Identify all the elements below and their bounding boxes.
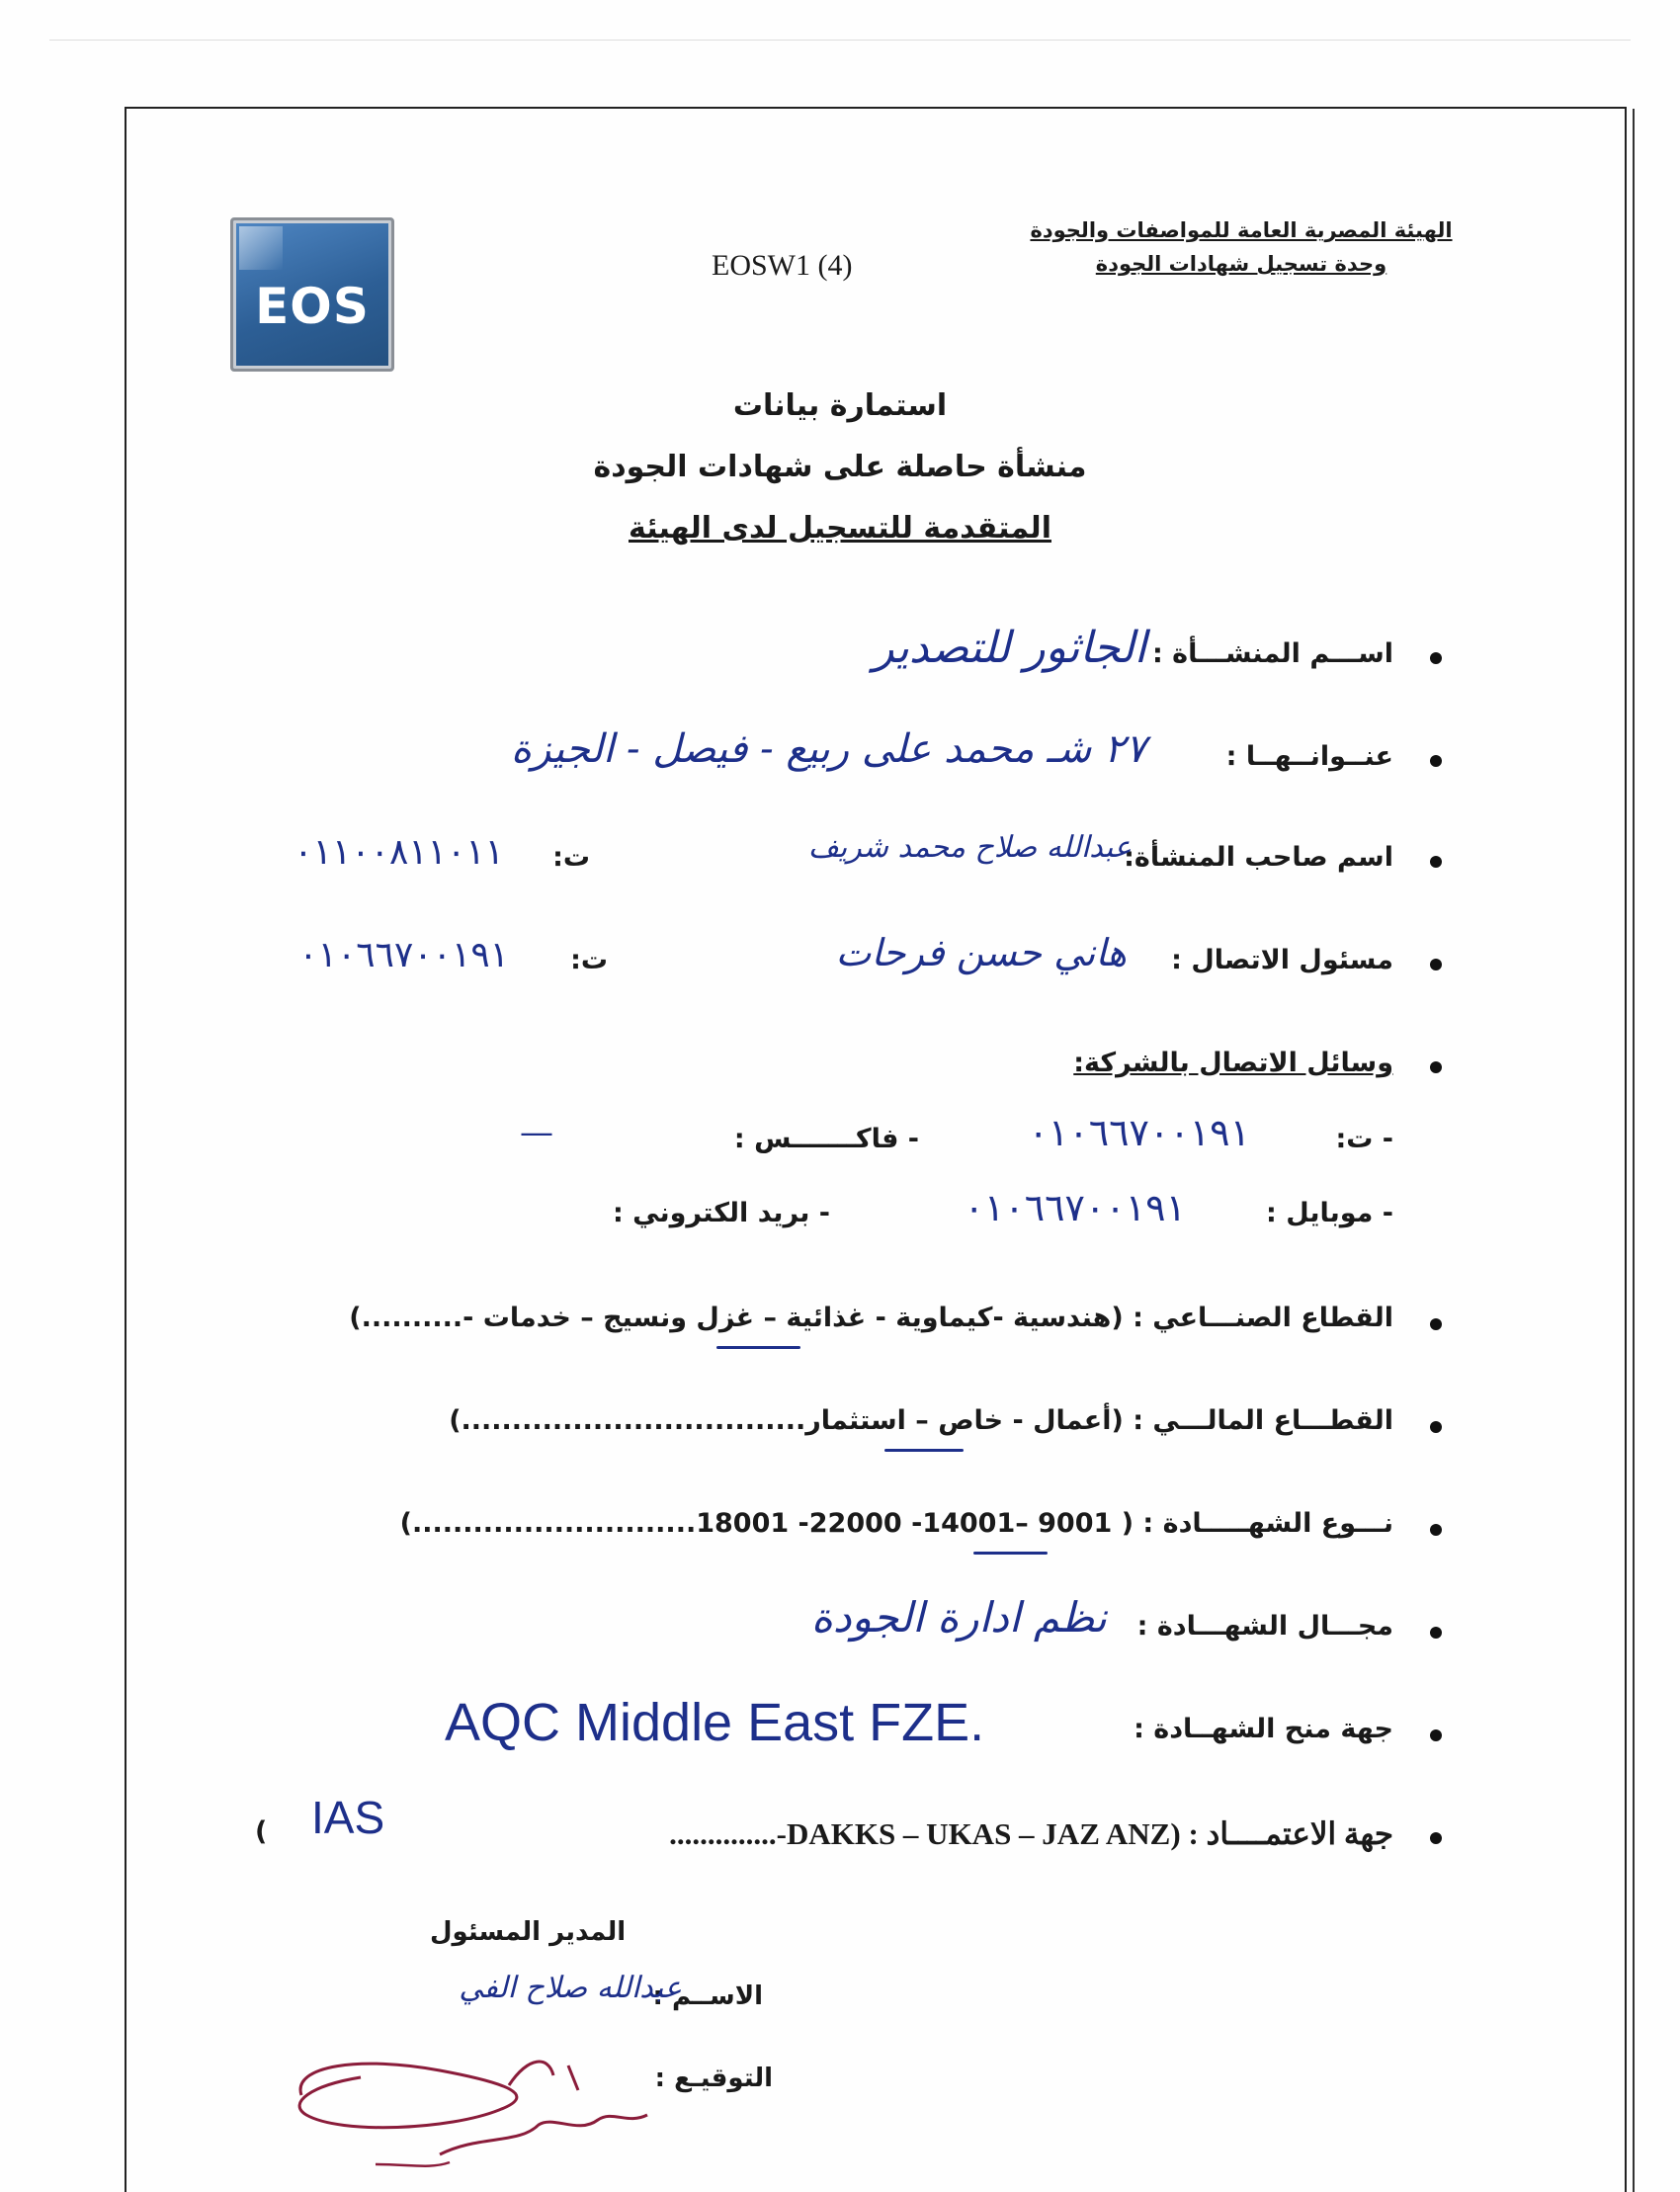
address-value: ٢٧ شـ محمد على ربيع - فيصل - الجيزة bbox=[511, 726, 1146, 772]
bullet bbox=[1430, 1729, 1442, 1741]
contact-means-label: وسائل الاتصال بالشركة: bbox=[1073, 1048, 1393, 1078]
bullet bbox=[1430, 856, 1442, 868]
tel-label: - ت: bbox=[1335, 1124, 1393, 1154]
owner-phone-value: ٠١١٠٠٨١١٠١١ bbox=[294, 832, 504, 873]
address-label: عنــوانــهــا : bbox=[1225, 741, 1393, 772]
bullet bbox=[1430, 1421, 1442, 1433]
certificate-field-label: مجـــال الشهـــادة : bbox=[1136, 1611, 1393, 1642]
signature-mark bbox=[282, 2016, 697, 2174]
financial-sector: القطـــاع المالـــي : (أعمال - خاص – استثمار..................................) bbox=[449, 1405, 1393, 1436]
bullet bbox=[1430, 652, 1442, 664]
owner-label: اسم صاحب المنشأة: bbox=[1124, 842, 1393, 873]
contact-phone-value: ٠١٠٦٦٧٠٠١٩١ bbox=[298, 935, 509, 975]
form-code: EOSW1 (4) bbox=[712, 249, 853, 282]
certificate-body-label: جهة منح الشهــادة : bbox=[1134, 1714, 1393, 1744]
certificate-type: نـــوع الشهـــــادة : ( 9001 –14001- 22000- 18001............................) bbox=[399, 1508, 1393, 1539]
facility-name-value: الجاثور للتصدير bbox=[873, 623, 1146, 673]
scan-edge-line bbox=[49, 40, 1631, 41]
org-unit: وحدة تسجيل شهادات الجودة bbox=[1095, 252, 1387, 276]
fax-value: — bbox=[520, 1113, 553, 1152]
accreditation-value: IAS bbox=[311, 1792, 385, 1843]
contact-label: مسئول الاتصال : bbox=[1171, 945, 1393, 975]
accreditation-label: جهة الاعتمــــاد : (DAKKS – UKAS – JAZ ANZ-.............. bbox=[669, 1816, 1393, 1851]
name-label: الاســم : bbox=[652, 1981, 763, 2011]
contact-phone-label: ت: bbox=[570, 945, 608, 975]
manager-name-value: عبدالله صلاح الفي bbox=[459, 1971, 682, 2005]
industry-selection-mark bbox=[716, 1346, 800, 1349]
organization-header bbox=[984, 213, 1498, 281]
bullet bbox=[1430, 1524, 1442, 1536]
contact-value: هاني حسن فرحات bbox=[835, 931, 1127, 974]
industry-sector: القطاع الصنـــاعي : (هندسية -كيماوية - غذائية – غزل ونسيج – خدمات -..........) bbox=[349, 1303, 1393, 1333]
bullet bbox=[1430, 1832, 1442, 1844]
logo-text: EOS bbox=[255, 278, 370, 335]
title-line-1: استمارة بيانات bbox=[732, 388, 948, 423]
certificate-body-value: AQC Middle East FZE. bbox=[445, 1693, 985, 1752]
certificate-selection-mark bbox=[973, 1552, 1048, 1555]
form-titles bbox=[0, 376, 1680, 559]
mobile-label: - موبايل : bbox=[1266, 1198, 1393, 1228]
owner-phone-label: ت: bbox=[552, 842, 590, 873]
bullet bbox=[1430, 1318, 1442, 1330]
fax-label: - فاكـــــــس : bbox=[733, 1124, 919, 1154]
owner-value: عبدالله صلاح محمد شريف bbox=[807, 830, 1132, 865]
title-line-3: المتقدمة للتسجيل لدى الهيئة bbox=[629, 511, 1051, 546]
manager-title: المدير المسئول bbox=[430, 1917, 627, 1947]
bullet bbox=[1430, 1061, 1442, 1073]
title-line-2: منشأة حاصلة على شهادات الجودة bbox=[593, 450, 1087, 484]
financial-selection-mark bbox=[884, 1449, 964, 1452]
eos-logo bbox=[230, 217, 394, 372]
signature-label: التوقيـع : bbox=[654, 2064, 773, 2093]
tel-value: ٠١٠٦٦٧٠٠١٩١ bbox=[1028, 1111, 1250, 1154]
accreditation-close: ) bbox=[255, 1816, 268, 1847]
bullet bbox=[1430, 959, 1442, 970]
bullet bbox=[1430, 755, 1442, 767]
org-name: الهيئة المصرية العامة للمواصفات والجودة bbox=[1030, 218, 1453, 242]
mobile-value: ٠١٠٦٦٧٠٠١٩١ bbox=[964, 1186, 1186, 1229]
facility-name-label: اســـم المنشـــأة : bbox=[1151, 638, 1393, 669]
logo-sheen bbox=[239, 226, 283, 270]
email-label: - بريد الكتروني : bbox=[612, 1198, 830, 1228]
certificate-field-value: نظم ادارة الجودة bbox=[810, 1593, 1107, 1642]
bullet bbox=[1430, 1627, 1442, 1639]
